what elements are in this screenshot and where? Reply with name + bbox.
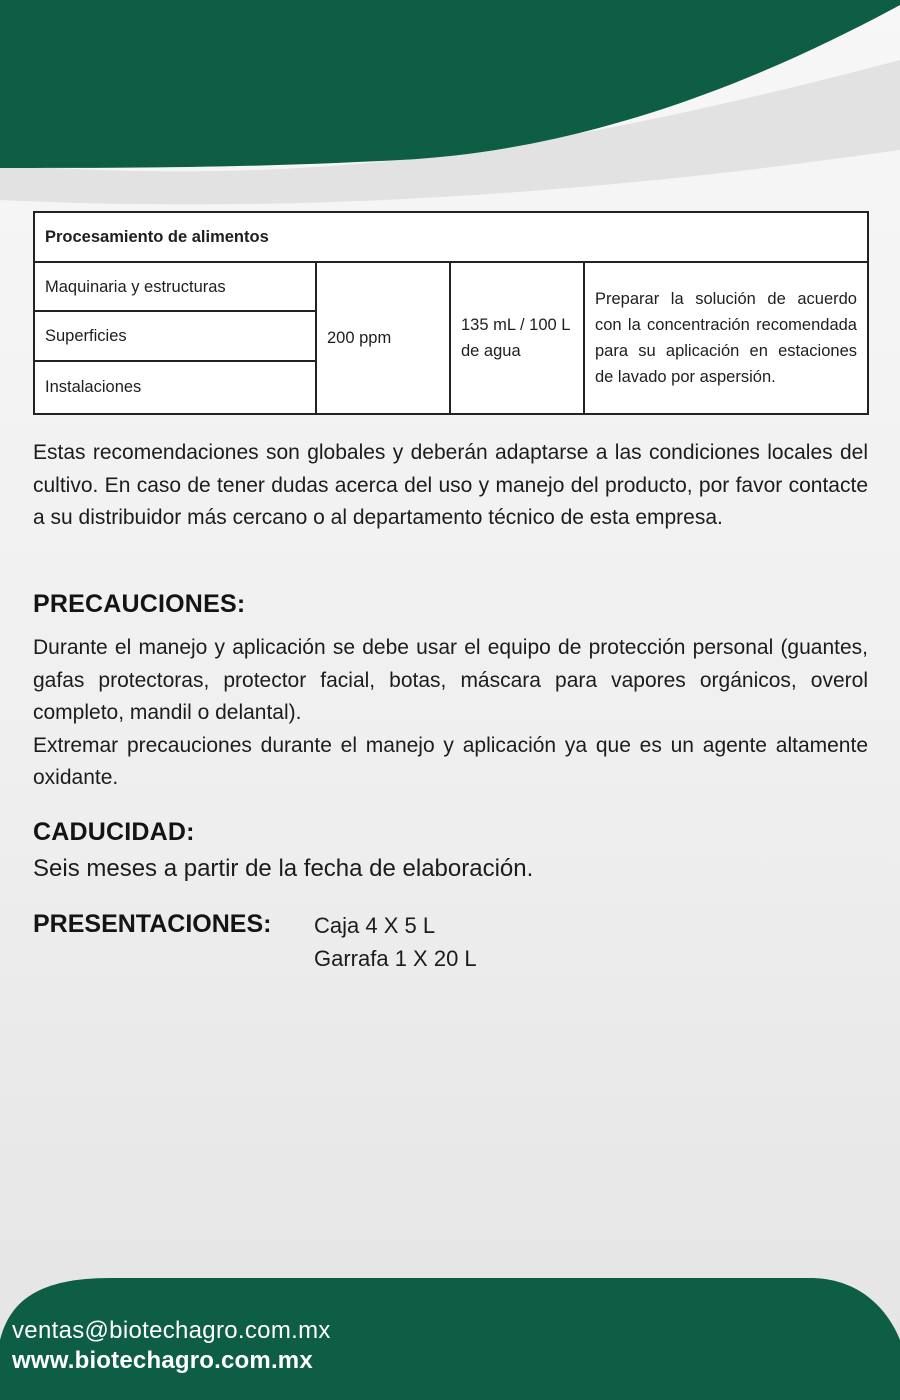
- presentations-list: [314, 910, 477, 975]
- table-title: Procesamiento de alimentos: [34, 212, 868, 262]
- presentation-item: Garrafa 1 X 20 L: [314, 945, 477, 971]
- presentation-item: Caja 4 X 5 L: [314, 913, 436, 938]
- presentations-section: [33, 910, 868, 980]
- presentations-heading: PRESENTACIONES:: [33, 910, 272, 938]
- header-wave-decoration: [0, 0, 900, 215]
- recommendation-text: Estas recomendaciones son globales y deberán adaptarse a las condiciones locales del cultivo. En caso de tener dudas acerca del uso y manejo del producto, por favor contacte a su distribuidor más cercano o al departamento técnico de esta empresa.: [33, 441, 868, 529]
- expiry-section: [33, 818, 868, 847]
- expiry-body: [33, 855, 868, 883]
- footer-email[interactable]: ventas@biotechagro.com.mx: [12, 1317, 331, 1344]
- table-cell-area: Superficies: [34, 311, 316, 360]
- table-cell-preparation: Preparar la solución de acuerdo con la concentración recomendada para su aplicación en estaciones de lavado por aspersión.: [584, 262, 868, 414]
- table-cell-concentration: 200 ppm: [316, 262, 450, 414]
- expiry-text: Seis meses a partir de la fecha de elaboración.: [33, 855, 534, 882]
- precautions-paragraph: Durante el manejo y aplicación se debe usar el equipo de protección personal (guantes, gafas protectoras, protector facial, botas, máscara para vapores orgánicos, overol completo, mandil o delantal).: [33, 636, 868, 724]
- dosage-table: [33, 211, 869, 415]
- table-cell-dose: 135 mL / 100 L de agua: [450, 262, 584, 414]
- precautions-section: [33, 590, 868, 619]
- expiry-heading: CADUCIDAD:: [33, 818, 195, 846]
- precautions-heading: PRECAUCIONES:: [33, 590, 246, 618]
- precautions-body: [33, 632, 868, 795]
- table-cell-area: Instalaciones: [34, 361, 316, 414]
- footer-website[interactable]: www.biotechagro.com.mx: [12, 1347, 313, 1374]
- recommendation-section: [33, 437, 868, 535]
- precautions-paragraph: Extremar precauciones durante el manejo y aplicación ya que es un agente altamente oxidante.: [33, 733, 868, 789]
- table-cell-area: Maquinaria y estructuras: [34, 262, 316, 311]
